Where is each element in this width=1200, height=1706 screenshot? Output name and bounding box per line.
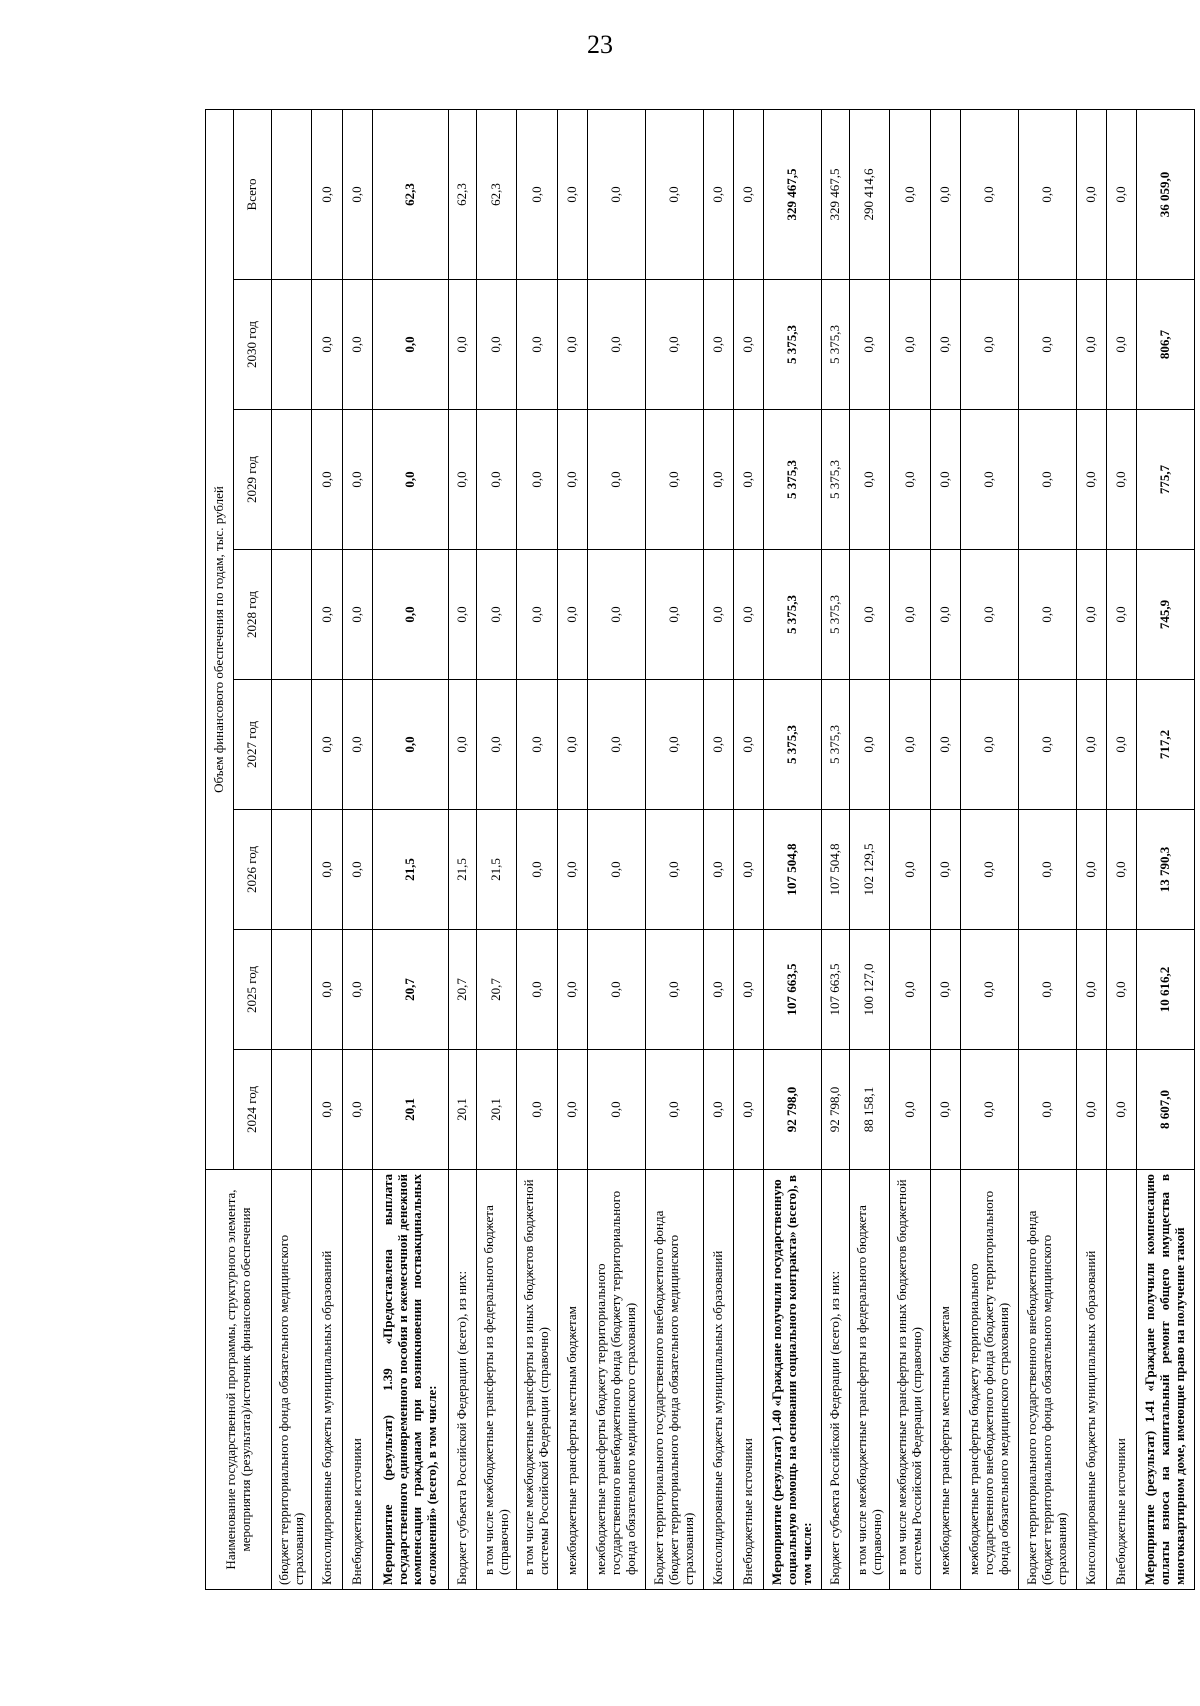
row-value-cell: 0,0 bbox=[930, 680, 960, 810]
row-value-cell: 5 375,3 bbox=[822, 410, 850, 550]
header-year-2030: 2030 год bbox=[234, 280, 272, 410]
row-total-cell: 0,0 bbox=[703, 109, 733, 279]
row-total-cell: 0,0 bbox=[517, 109, 557, 279]
row-value-cell: 0,0 bbox=[890, 1050, 930, 1170]
row-value-cell: 0,0 bbox=[1076, 1050, 1106, 1170]
row-value-cell: 0,0 bbox=[890, 280, 930, 410]
row-value-cell: 0,0 bbox=[703, 410, 733, 550]
row-total-cell bbox=[272, 109, 312, 279]
row-value-cell: 0,0 bbox=[1076, 410, 1106, 550]
row-value-cell: 0,0 bbox=[477, 550, 517, 680]
row-value-cell: 5 375,3 bbox=[764, 680, 822, 810]
row-value-cell: 0,0 bbox=[734, 280, 764, 410]
row-value-cell: 21,5 bbox=[477, 810, 517, 930]
row-value-cell: 0,0 bbox=[1076, 550, 1106, 680]
row-value-cell: 21,5 bbox=[372, 810, 449, 930]
row-value-cell: 0,0 bbox=[1106, 410, 1136, 550]
row-label: в том числе межбюджетные трансферты из федерального бюджета (справочно) bbox=[477, 1170, 517, 1590]
row-value-cell: 0,0 bbox=[734, 550, 764, 680]
row-total-cell: 0,0 bbox=[342, 109, 372, 279]
row-value-cell: 102 129,5 bbox=[849, 810, 889, 930]
row-value-cell: 0,0 bbox=[342, 550, 372, 680]
row-value-cell: 0,0 bbox=[588, 1050, 646, 1170]
page-number: 23 bbox=[587, 30, 613, 59]
row-value-cell: 0,0 bbox=[1106, 1050, 1136, 1170]
row-value-cell: 0,0 bbox=[1076, 280, 1106, 410]
row-value-cell: 0,0 bbox=[342, 1050, 372, 1170]
row-value-cell: 0,0 bbox=[312, 280, 342, 410]
row-value-cell: 0,0 bbox=[960, 680, 1018, 810]
row-value-cell: 0,0 bbox=[930, 280, 960, 410]
row-value-cell: 88 158,1 bbox=[849, 1050, 889, 1170]
row-value-cell: 0,0 bbox=[645, 680, 703, 810]
table-row bbox=[1106, 109, 1136, 1589]
row-label: Мероприятие (результат) 1.41 «Граждане получили компенсацию оплаты взноса на капитальный ремонт общего имущества в многоквартирном доме, имеющие право на получение такой bbox=[1137, 1170, 1195, 1590]
row-value-cell: 0,0 bbox=[1018, 680, 1076, 810]
row-label: в том числе межбюджетные трансферты из иных бюджетов бюджетной системы Российской Федерации (справочно) bbox=[517, 1170, 557, 1590]
row-value-cell: 0,0 bbox=[930, 810, 960, 930]
row-value-cell: 0,0 bbox=[890, 410, 930, 550]
row-value-cell: 806,7 bbox=[1137, 280, 1195, 410]
table-body bbox=[272, 109, 1195, 1589]
row-value-cell: 0,0 bbox=[930, 550, 960, 680]
row-value-cell bbox=[272, 680, 312, 810]
table-row bbox=[764, 109, 822, 1589]
row-value-cell: 0,0 bbox=[312, 1050, 342, 1170]
row-total-cell: 0,0 bbox=[557, 109, 587, 279]
row-value-cell: 0,0 bbox=[890, 930, 930, 1050]
row-value-cell: 0,0 bbox=[557, 410, 587, 550]
row-label: межбюджетные трансферты местным бюджетам bbox=[557, 1170, 587, 1590]
row-value-cell: 0,0 bbox=[890, 810, 930, 930]
row-label: межбюджетные трансферты местным бюджетам bbox=[930, 1170, 960, 1590]
row-value-cell: 0,0 bbox=[1106, 810, 1136, 930]
row-value-cell: 0,0 bbox=[960, 930, 1018, 1050]
row-value-cell: 0,0 bbox=[703, 1050, 733, 1170]
row-value-cell: 0,0 bbox=[1106, 280, 1136, 410]
table-row bbox=[1018, 109, 1076, 1589]
row-value-cell: 0,0 bbox=[312, 810, 342, 930]
financing-table bbox=[205, 109, 1195, 1590]
row-value-cell: 0,0 bbox=[1106, 680, 1136, 810]
row-value-cell: 0,0 bbox=[342, 810, 372, 930]
header-year-2025: 2025 год bbox=[234, 930, 272, 1050]
table-row bbox=[557, 109, 587, 1589]
row-value-cell: 10 616,2 bbox=[1137, 930, 1195, 1050]
row-value-cell: 21,5 bbox=[449, 810, 477, 930]
header-year-2029: 2029 год bbox=[234, 410, 272, 550]
row-value-cell: 107 504,8 bbox=[822, 810, 850, 930]
row-value-cell: 0,0 bbox=[372, 410, 449, 550]
row-total-cell: 0,0 bbox=[734, 109, 764, 279]
row-value-cell: 0,0 bbox=[645, 550, 703, 680]
row-total-cell: 0,0 bbox=[1106, 109, 1136, 279]
row-label: Консолидированные бюджеты муниципальных образований bbox=[312, 1170, 342, 1590]
row-total-cell: 329 467,5 bbox=[764, 109, 822, 279]
row-value-cell: 107 504,8 bbox=[764, 810, 822, 930]
row-value-cell: 0,0 bbox=[312, 410, 342, 550]
row-label: Внебюджетные источники bbox=[1106, 1170, 1136, 1590]
row-value-cell: 0,0 bbox=[588, 280, 646, 410]
table-row bbox=[449, 109, 477, 1589]
row-value-cell: 0,0 bbox=[588, 930, 646, 1050]
row-value-cell: 5 375,3 bbox=[822, 550, 850, 680]
row-value-cell: 0,0 bbox=[372, 680, 449, 810]
table-row bbox=[312, 109, 342, 1589]
row-value-cell: 0,0 bbox=[960, 810, 1018, 930]
row-label: Консолидированные бюджеты муниципальных образований bbox=[703, 1170, 733, 1590]
row-value-cell: 5 375,3 bbox=[822, 680, 850, 810]
row-value-cell: 0,0 bbox=[930, 1050, 960, 1170]
row-value-cell: 0,0 bbox=[1106, 550, 1136, 680]
row-total-cell: 62,3 bbox=[372, 109, 449, 279]
row-total-cell: 329 467,5 bbox=[822, 109, 850, 279]
row-value-cell: 0,0 bbox=[588, 550, 646, 680]
row-label: Внебюджетные источники bbox=[342, 1170, 372, 1590]
row-value-cell: 0,0 bbox=[960, 550, 1018, 680]
table-row bbox=[645, 109, 703, 1589]
row-total-cell: 0,0 bbox=[960, 109, 1018, 279]
row-value-cell: 0,0 bbox=[312, 680, 342, 810]
row-value-cell bbox=[272, 550, 312, 680]
row-label: в том числе межбюджетные трансферты из федерального бюджета (справочно) bbox=[849, 1170, 889, 1590]
row-total-cell: 62,3 bbox=[449, 109, 477, 279]
table-row bbox=[703, 109, 733, 1589]
row-value-cell: 92 798,0 bbox=[822, 1050, 850, 1170]
row-value-cell: 107 663,5 bbox=[822, 930, 850, 1050]
row-value-cell: 20,7 bbox=[477, 930, 517, 1050]
row-value-cell: 0,0 bbox=[930, 930, 960, 1050]
table-row bbox=[588, 109, 646, 1589]
row-value-cell: 107 663,5 bbox=[764, 930, 822, 1050]
row-value-cell: 0,0 bbox=[372, 280, 449, 410]
rotated-table-container bbox=[205, 110, 1195, 1590]
row-value-cell: 92 798,0 bbox=[764, 1050, 822, 1170]
row-value-cell: 13 790,3 bbox=[1137, 810, 1195, 930]
table-row bbox=[272, 109, 312, 1589]
row-value-cell: 0,0 bbox=[849, 280, 889, 410]
row-value-cell: 0,0 bbox=[1076, 680, 1106, 810]
row-label: Мероприятие (результат) 1.40 «Граждане получили государственную социальную помощь на основании социального контракта» (всего), в том числе: bbox=[764, 1170, 822, 1590]
row-label: (бюджет территориального фонда обязательного медицинского страхования) bbox=[272, 1170, 312, 1590]
table-row bbox=[960, 109, 1018, 1589]
row-value-cell: 0,0 bbox=[557, 280, 587, 410]
row-value-cell: 0,0 bbox=[557, 930, 587, 1050]
header-year-2026: 2026 год bbox=[234, 810, 272, 930]
row-total-cell: 36 059,0 bbox=[1137, 109, 1195, 279]
row-total-cell: 0,0 bbox=[930, 109, 960, 279]
row-total-cell: 0,0 bbox=[1076, 109, 1106, 279]
row-value-cell: 5 375,3 bbox=[764, 280, 822, 410]
row-value-cell: 0,0 bbox=[1076, 810, 1106, 930]
row-total-cell: 62,3 bbox=[477, 109, 517, 279]
row-value-cell: 5 375,3 bbox=[764, 410, 822, 550]
row-value-cell: 0,0 bbox=[312, 550, 342, 680]
row-value-cell: 0,0 bbox=[703, 550, 733, 680]
row-label: межбюджетные трансферты бюджету территориального государственного внебюджетного фонда (бюджету территориального фонда обязательного медицинского страхования) bbox=[588, 1170, 646, 1590]
row-value-cell bbox=[272, 280, 312, 410]
row-label: Бюджет субъекта Российской Федерации (всего), из них: bbox=[822, 1170, 850, 1590]
table-row bbox=[1076, 109, 1106, 1589]
row-label: межбюджетные трансферты бюджету территориального государственного внебюджетного фонда (бюджету территориального фонда обязательного медицинского страхования) bbox=[960, 1170, 1018, 1590]
row-value-cell: 0,0 bbox=[734, 810, 764, 930]
row-value-cell: 0,0 bbox=[372, 550, 449, 680]
table-row bbox=[1137, 109, 1195, 1589]
row-value-cell: 0,0 bbox=[557, 1050, 587, 1170]
header-year-2027: 2027 год bbox=[234, 680, 272, 810]
row-value-cell: 5 375,3 bbox=[764, 550, 822, 680]
row-total-cell: 290 414,6 bbox=[849, 109, 889, 279]
row-value-cell: 5 375,3 bbox=[822, 280, 850, 410]
row-value-cell: 0,0 bbox=[849, 410, 889, 550]
row-value-cell: 100 127,0 bbox=[849, 930, 889, 1050]
row-value-cell: 20,7 bbox=[372, 930, 449, 1050]
row-value-cell: 0,0 bbox=[734, 410, 764, 550]
row-value-cell: 0,0 bbox=[449, 410, 477, 550]
row-label: Мероприятие (результат) 1.39 «Предоставлена выплата государственного единовременного пособия и ежемесячной денежной компенсации гражданам при возникновении поствакцинальных осложнений» (всего), в том числе: bbox=[372, 1170, 449, 1590]
row-value-cell: 0,0 bbox=[645, 1050, 703, 1170]
row-total-cell: 0,0 bbox=[588, 109, 646, 279]
row-value-cell: 717,2 bbox=[1137, 680, 1195, 810]
row-value-cell bbox=[272, 1050, 312, 1170]
row-total-cell: 0,0 bbox=[645, 109, 703, 279]
row-value-cell: 0,0 bbox=[960, 280, 1018, 410]
row-value-cell: 0,0 bbox=[930, 410, 960, 550]
row-label: Бюджет территориального государственного внебюджетного фонда (бюджет территориального фонда обязательного медицинского страхования) bbox=[645, 1170, 703, 1590]
table-row bbox=[930, 109, 960, 1589]
row-value-cell: 0,0 bbox=[1076, 930, 1106, 1050]
row-value-cell: 0,0 bbox=[1018, 410, 1076, 550]
row-value-cell: 0,0 bbox=[703, 280, 733, 410]
row-value-cell: 0,0 bbox=[645, 930, 703, 1050]
row-value-cell: 0,0 bbox=[960, 1050, 1018, 1170]
row-value-cell: 20,7 bbox=[449, 930, 477, 1050]
table-row bbox=[477, 109, 517, 1589]
row-value-cell: 0,0 bbox=[734, 680, 764, 810]
table-row bbox=[849, 109, 889, 1589]
row-value-cell: 0,0 bbox=[960, 410, 1018, 550]
row-value-cell: 0,0 bbox=[588, 810, 646, 930]
row-value-cell: 0,0 bbox=[517, 680, 557, 810]
row-value-cell: 0,0 bbox=[1018, 550, 1076, 680]
row-value-cell: 0,0 bbox=[449, 550, 477, 680]
row-value-cell: 0,0 bbox=[557, 550, 587, 680]
row-value-cell: 8 607,0 bbox=[1137, 1050, 1195, 1170]
row-label: Бюджет территориального государственного внебюджетного фонда (бюджет территориального фонда обязательного медицинского страхования) bbox=[1018, 1170, 1076, 1590]
row-value-cell: 0,0 bbox=[849, 550, 889, 680]
row-value-cell: 0,0 bbox=[1018, 810, 1076, 930]
row-value-cell: 0,0 bbox=[342, 680, 372, 810]
header-year-2024: 2024 год bbox=[234, 1050, 272, 1170]
header-total: Всего bbox=[234, 109, 272, 279]
header-volume: Объем финансового обеспечения по годам, тыс. рублей bbox=[206, 109, 234, 1169]
row-value-cell bbox=[272, 410, 312, 550]
row-total-cell: 0,0 bbox=[890, 109, 930, 279]
row-value-cell: 0,0 bbox=[342, 930, 372, 1050]
row-value-cell: 0,0 bbox=[1106, 930, 1136, 1050]
row-value-cell: 0,0 bbox=[517, 930, 557, 1050]
row-value-cell: 20,1 bbox=[372, 1050, 449, 1170]
row-value-cell: 0,0 bbox=[645, 410, 703, 550]
row-value-cell: 0,0 bbox=[517, 550, 557, 680]
row-value-cell: 0,0 bbox=[477, 680, 517, 810]
row-value-cell: 0,0 bbox=[557, 810, 587, 930]
row-value-cell: 0,0 bbox=[703, 810, 733, 930]
row-value-cell: 0,0 bbox=[588, 680, 646, 810]
row-value-cell: 745,9 bbox=[1137, 550, 1195, 680]
row-value-cell: 0,0 bbox=[342, 280, 372, 410]
row-value-cell: 0,0 bbox=[703, 680, 733, 810]
row-total-cell: 0,0 bbox=[312, 109, 342, 279]
table-row bbox=[890, 109, 930, 1589]
row-value-cell bbox=[272, 930, 312, 1050]
table-row bbox=[822, 109, 850, 1589]
row-value-cell: 0,0 bbox=[557, 680, 587, 810]
row-value-cell: 0,0 bbox=[890, 550, 930, 680]
row-value-cell: 0,0 bbox=[517, 280, 557, 410]
row-value-cell bbox=[272, 810, 312, 930]
row-value-cell: 0,0 bbox=[449, 680, 477, 810]
row-value-cell: 0,0 bbox=[703, 930, 733, 1050]
row-value-cell: 0,0 bbox=[645, 810, 703, 930]
row-label: Внебюджетные источники bbox=[734, 1170, 764, 1590]
row-value-cell: 0,0 bbox=[734, 930, 764, 1050]
row-value-cell: 20,1 bbox=[477, 1050, 517, 1170]
row-value-cell: 775,7 bbox=[1137, 410, 1195, 550]
row-value-cell: 0,0 bbox=[517, 810, 557, 930]
row-value-cell: 20,1 bbox=[449, 1050, 477, 1170]
row-value-cell: 0,0 bbox=[449, 280, 477, 410]
table-row bbox=[734, 109, 764, 1589]
header-row-1 bbox=[206, 109, 234, 1589]
row-value-cell: 0,0 bbox=[477, 280, 517, 410]
row-value-cell: 0,0 bbox=[890, 680, 930, 810]
row-value-cell: 0,0 bbox=[1018, 280, 1076, 410]
header-name-column: Наименование государственной программы, структурного элемента, мероприятия (результата)/источник финансового обеспечения bbox=[206, 1170, 272, 1590]
row-label: в том числе межбюджетные трансферты из иных бюджетов бюджетной системы Российской Федерации (справочно) bbox=[890, 1170, 930, 1590]
row-value-cell: 0,0 bbox=[342, 410, 372, 550]
table-row bbox=[342, 109, 372, 1589]
row-value-cell: 0,0 bbox=[1018, 930, 1076, 1050]
row-value-cell: 0,0 bbox=[645, 280, 703, 410]
row-value-cell: 0,0 bbox=[477, 410, 517, 550]
row-value-cell: 0,0 bbox=[517, 410, 557, 550]
row-value-cell: 0,0 bbox=[312, 930, 342, 1050]
row-value-cell: 0,0 bbox=[517, 1050, 557, 1170]
row-value-cell: 0,0 bbox=[588, 410, 646, 550]
row-total-cell: 0,0 bbox=[1018, 109, 1076, 279]
row-value-cell: 0,0 bbox=[849, 680, 889, 810]
row-value-cell: 0,0 bbox=[734, 1050, 764, 1170]
row-value-cell: 0,0 bbox=[1018, 1050, 1076, 1170]
table-row bbox=[517, 109, 557, 1589]
table-row bbox=[372, 109, 449, 1589]
header-year-2028: 2028 год bbox=[234, 550, 272, 680]
row-label: Консолидированные бюджеты муниципальных образований bbox=[1076, 1170, 1106, 1590]
row-label: Бюджет субъекта Российской Федерации (всего), из них: bbox=[449, 1170, 477, 1590]
